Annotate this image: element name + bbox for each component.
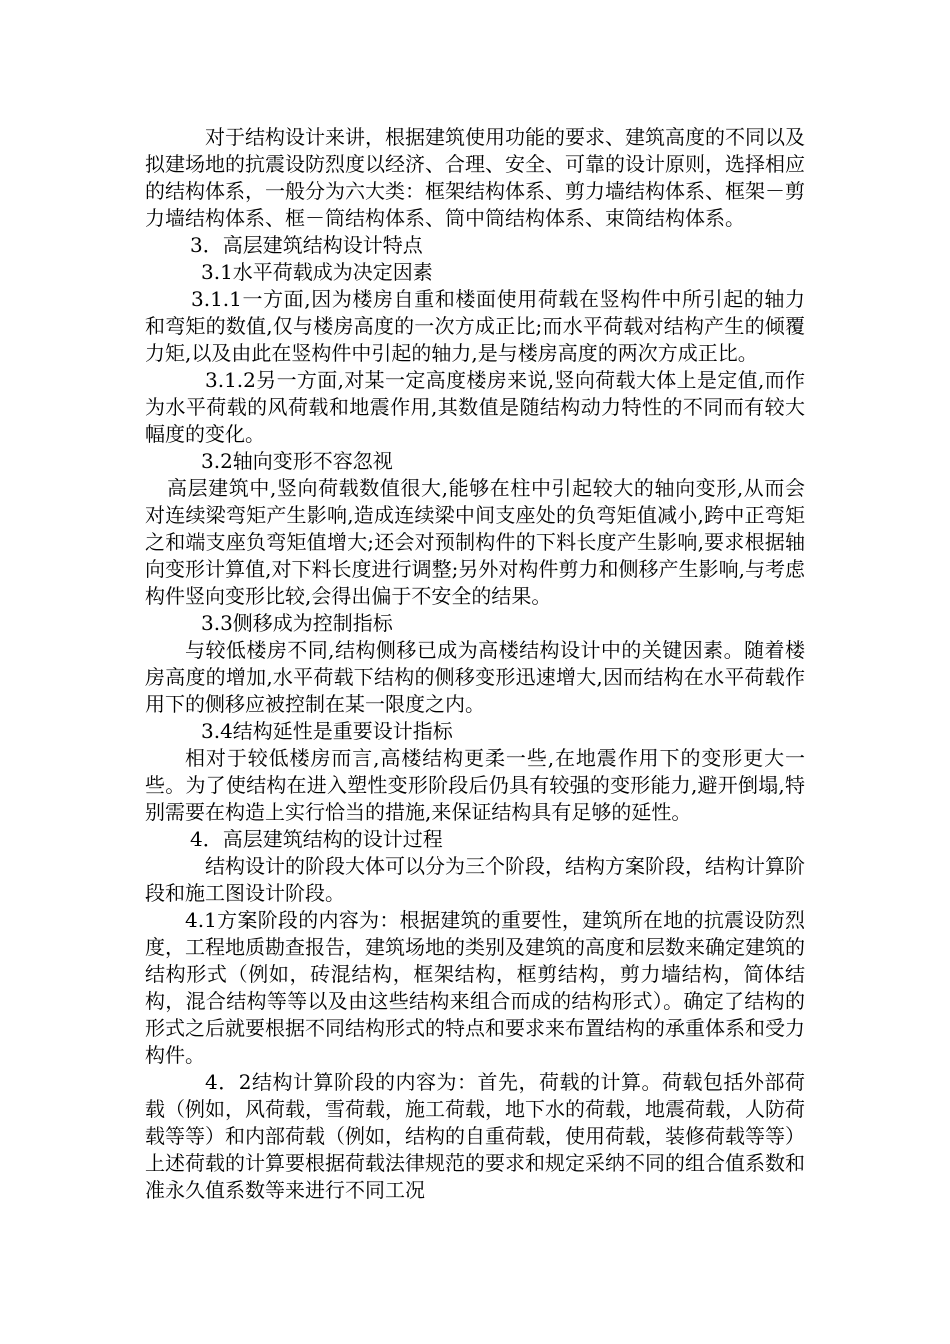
paragraph-structure-systems: 对于结构设计来讲，根据建筑使用功能的要求、建筑高度的不同以及拟建场地的抗震设防烈度以经济、合理、安全、可靠的设计原则，选择相应的结构体系，一般分为六大类：框架结构体系、剪力墙结构体系、框架－剪力墙结构体系、框－筒结构体系、筒中筒结构体系、束筒结构体系。 bbox=[145, 125, 805, 230]
paragraph-4: 结构设计的阶段大体可以分为三个阶段，结构方案阶段，结构计算阶段和施工图设计阶段。 bbox=[145, 854, 805, 905]
section-heading-3: 3．高层建筑结构设计特点 bbox=[190, 233, 423, 257]
paragraph-3-2: 高层建筑中,竖向荷载数值很大,能够在柱中引起较大的轴向变形,从而会对连续梁弯矩产生影响,造成连续梁中间支座处的负弯矩值减小,跨中正弯矩之和端支座负弯矩值增大;还会对预制构件的下料长度产生影响,要求根据轴向变形计算值,对下料长度进行调整;另外对构件剪力和侧移产生影响,与考虑构件竖向变形比较,会得出偏于不安全的结果。 bbox=[145, 476, 805, 608]
paragraph-4-2: 4．2结构计算阶段的内容为：首先，荷载的计算。荷载包括外部荷载（例如，风荷载，雪荷载，施工荷载，地下水的荷载，地震荷载，人防荷载等等）和内部荷载（例如，结构的自重荷载，使用荷载，装修荷载等等）上述荷载的计算要根据荷载法律规范的要求和规定采纳不同的组合值系数和准永久值系数等来进行不同工况 bbox=[145, 1070, 805, 1202]
paragraph-3-3: 与较低楼房不同,结构侧移已成为高楼结构设计中的关键因素。随着楼房高度的增加,水平荷载下结构的侧移变形迅速增大,因而结构在水平荷载作用下的侧移应被控制在某一限度之内。 bbox=[145, 638, 805, 716]
paragraph-3-4: 相对于较低楼房而言,高楼结构更柔一些,在地震作用下的变形更大一些。为了使结构在进入塑性变形阶段后仍具有较强的变形能力,避开倒塌,特别需要在构造上实行恰当的措施,来保证结构具有足够的延性。 bbox=[145, 746, 805, 824]
paragraph-4-1: 4.1方案阶段的内容为：根据建筑的重要性，建筑所在地的抗震设防烈度，工程地质勘查报告，建筑场地的类别及建筑的高度和层数来确定建筑的结构形式（例如，砖混结构，框架结构，框剪结构，剪力墙结构，简体结构，混合结构等等以及由这些结构来组合而成的结构形式）。确定了结构的形式之后就要根据不同结构形式的特点和要求来布置结构的承重体系和受力构件。 bbox=[145, 908, 805, 1067]
subsection-heading-3-4: 3.4结构延性是重要设计指标 bbox=[201, 719, 453, 743]
paragraph-3-1-2: 3.1.2另一方面,对某一定高度楼房来说,竖向荷载大体上是定值,而作为水平荷载的风荷载和地震作用,其数值是随结构动力特性的不同而有较大幅度的变化。 bbox=[145, 368, 805, 446]
subsection-heading-3-2: 3.2轴向变形不容忽视 bbox=[201, 449, 393, 473]
subsection-heading-3-1: 3.1水平荷载成为决定因素 bbox=[201, 260, 433, 284]
document-page bbox=[145, 124, 805, 1204]
subsection-heading-3-3: 3.3侧移成为控制指标 bbox=[201, 611, 393, 635]
paragraph-3-1-1: 3.1.1一方面,因为楼房自重和楼面使用荷载在竖构件中所引起的轴力和弯矩的数值,仅与楼房高度的一次方成正比;而水平荷载对结构产生的倾覆力矩,以及由此在竖构件中引起的轴力,是与楼房高度的两次方成正比。 bbox=[145, 287, 805, 365]
section-heading-4: 4．高层建筑结构的设计过程 bbox=[190, 827, 443, 851]
